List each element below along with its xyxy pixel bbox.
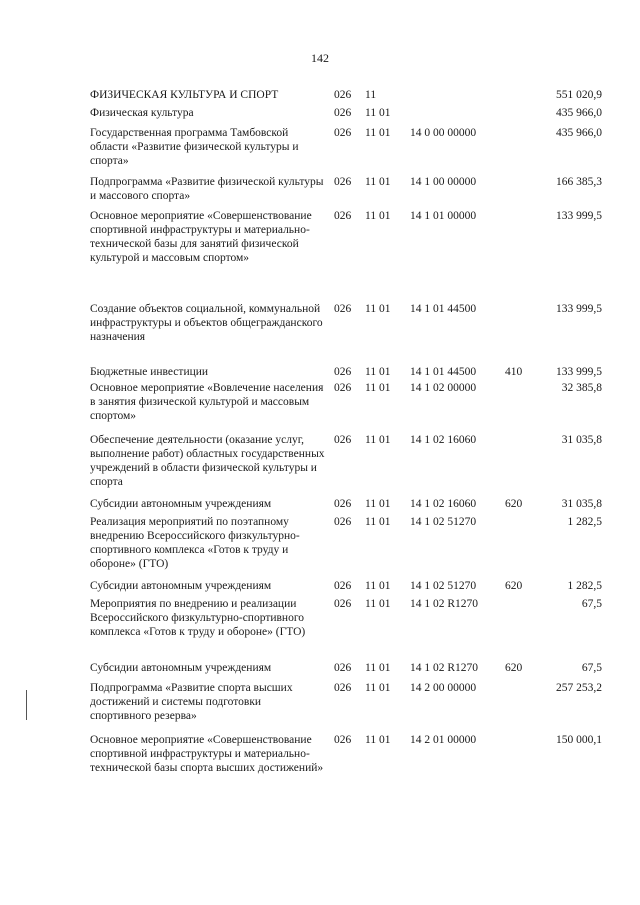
cell-rz: 11 01	[365, 107, 391, 119]
cell-rz: 11	[365, 89, 377, 101]
cell-vr: 410	[505, 366, 523, 378]
cell-name: Основное мероприятие «Вовлечение населения в занятия физической культурой и массовым спортом»	[90, 382, 324, 422]
cell-name: Реализация мероприятий по поэтапному внедрению Всероссийского физкультурно-спортивного комплекса «Готов к труду и обороне» (ГТО)	[90, 516, 300, 570]
cell-sum: 67,5	[581, 662, 602, 674]
cell-name: Физическая культура	[90, 107, 194, 119]
cell-csr: 14 1 02 51270	[410, 580, 477, 592]
cell-vr: 620	[505, 580, 523, 592]
cell-rz: 11 01	[365, 580, 391, 592]
page-number: 142	[311, 51, 329, 65]
cell-sum: 435 966,0	[556, 107, 602, 119]
cell-name: Субсидии автономным учреждениям	[90, 498, 272, 510]
cell-name: Основное мероприятие «Совершенствование спортивной инфраструктуры и материально-технической базы спорта высших достижений»	[90, 734, 324, 774]
cell-ved: 026	[334, 107, 352, 119]
cell-sum: 551 020,9	[556, 89, 602, 101]
cell-ved: 026	[334, 662, 352, 674]
cell-ved: 026	[334, 210, 352, 222]
cell-ved: 026	[334, 89, 352, 101]
cell-rz: 11 01	[365, 366, 391, 378]
cell-csr: 14 1 02 16060	[410, 434, 477, 446]
cell-sum: 133 999,5	[556, 303, 602, 315]
cell-rz: 11 01	[365, 303, 391, 315]
cell-ved: 026	[334, 366, 352, 378]
cell-name: Подпрограмма «Развитие физической культуры и массового спорта»	[90, 176, 324, 202]
cell-csr: 14 1 02 00000	[410, 382, 477, 394]
cell-name: Бюджетные инвестиции	[90, 366, 209, 378]
cell-csr: 14 1 01 44500	[410, 366, 477, 378]
cell-rz: 11 01	[365, 176, 391, 188]
cell-csr: 14 1 01 44500	[410, 303, 477, 315]
cell-csr: 14 1 02 51270	[410, 516, 477, 528]
cell-name: ФИЗИЧЕСКАЯ КУЛЬТУРА И СПОРТ	[90, 89, 279, 101]
cell-sum: 67,5	[581, 598, 602, 610]
cell-ved: 026	[334, 498, 352, 510]
cell-sum: 257 253,2	[556, 682, 602, 694]
cell-ved: 026	[334, 516, 352, 528]
cell-name: Государственная программа Тамбовской области «Развитие физической культуры и спорта»	[90, 127, 299, 167]
cell-ved: 026	[334, 303, 352, 315]
cell-name: Мероприятия по внедрению и реализации Всероссийского физкультурно-спортивного комплекса «Готов к труду и обороне» (ГТО)	[90, 598, 306, 638]
cell-ved: 026	[334, 176, 352, 188]
cell-sum: 31 035,8	[561, 434, 602, 446]
cell-vr: 620	[505, 662, 523, 674]
cell-ved: 026	[334, 682, 352, 694]
cell-csr: 14 1 00 00000	[410, 176, 477, 188]
cell-name: Субсидии автономным учреждениям	[90, 662, 272, 674]
cell-rz: 11 01	[365, 434, 391, 446]
cell-csr: 14 0 00 00000	[410, 127, 477, 139]
scan-mark	[26, 690, 27, 720]
cell-csr: 14 2 01 00000	[410, 734, 477, 746]
cell-rz: 11 01	[365, 382, 391, 394]
cell-ved: 026	[334, 598, 352, 610]
cell-ved: 026	[334, 580, 352, 592]
cell-name: Субсидии автономным учреждениям	[90, 580, 272, 592]
cell-sum: 31 035,8	[561, 498, 602, 510]
cell-sum: 166 385,3	[556, 176, 602, 188]
cell-rz: 11 01	[365, 682, 391, 694]
cell-vr: 620	[505, 498, 523, 510]
cell-ved: 026	[334, 127, 352, 139]
cell-rz: 11 01	[365, 498, 391, 510]
cell-ved: 026	[334, 734, 352, 746]
cell-rz: 11 01	[365, 127, 391, 139]
cell-sum: 150 000,1	[556, 734, 602, 746]
cell-rz: 11 01	[365, 516, 391, 528]
cell-rz: 11 01	[365, 598, 391, 610]
cell-csr: 14 2 00 00000	[410, 682, 477, 694]
cell-ved: 026	[334, 382, 352, 394]
cell-rz: 11 01	[365, 662, 391, 674]
cell-csr: 14 1 02 R1270	[410, 598, 479, 610]
cell-name: Создание объектов социальной, коммунальной инфраструктуры и объектов общегражданского назначения	[90, 303, 323, 343]
cell-sum: 133 999,5	[556, 366, 602, 378]
cell-csr: 14 1 01 00000	[410, 210, 477, 222]
cell-rz: 11 01	[365, 734, 391, 746]
cell-name: Подпрограмма «Развитие спорта высших достижений и системы подготовки спортивного резерва»	[90, 682, 293, 722]
cell-sum: 1 282,5	[567, 516, 602, 528]
cell-sum: 133 999,5	[556, 210, 602, 222]
cell-sum: 32 385,8	[561, 382, 602, 394]
cell-ved: 026	[334, 434, 352, 446]
cell-csr: 14 1 02 R1270	[410, 662, 479, 674]
cell-name: Основное мероприятие «Совершенствование спортивной инфраструктуры и материально-технической базы для занятий физической культурой и массовым спортом»	[90, 210, 312, 264]
cell-sum: 435 966,0	[556, 127, 602, 139]
cell-rz: 11 01	[365, 210, 391, 222]
cell-sum: 1 282,5	[567, 580, 602, 592]
cell-name: Обеспечение деятельности (оказание услуг, выполнение работ) областных государственных учреждений в области физической культуры и спорта	[90, 434, 325, 488]
cell-csr: 14 1 02 16060	[410, 498, 477, 510]
